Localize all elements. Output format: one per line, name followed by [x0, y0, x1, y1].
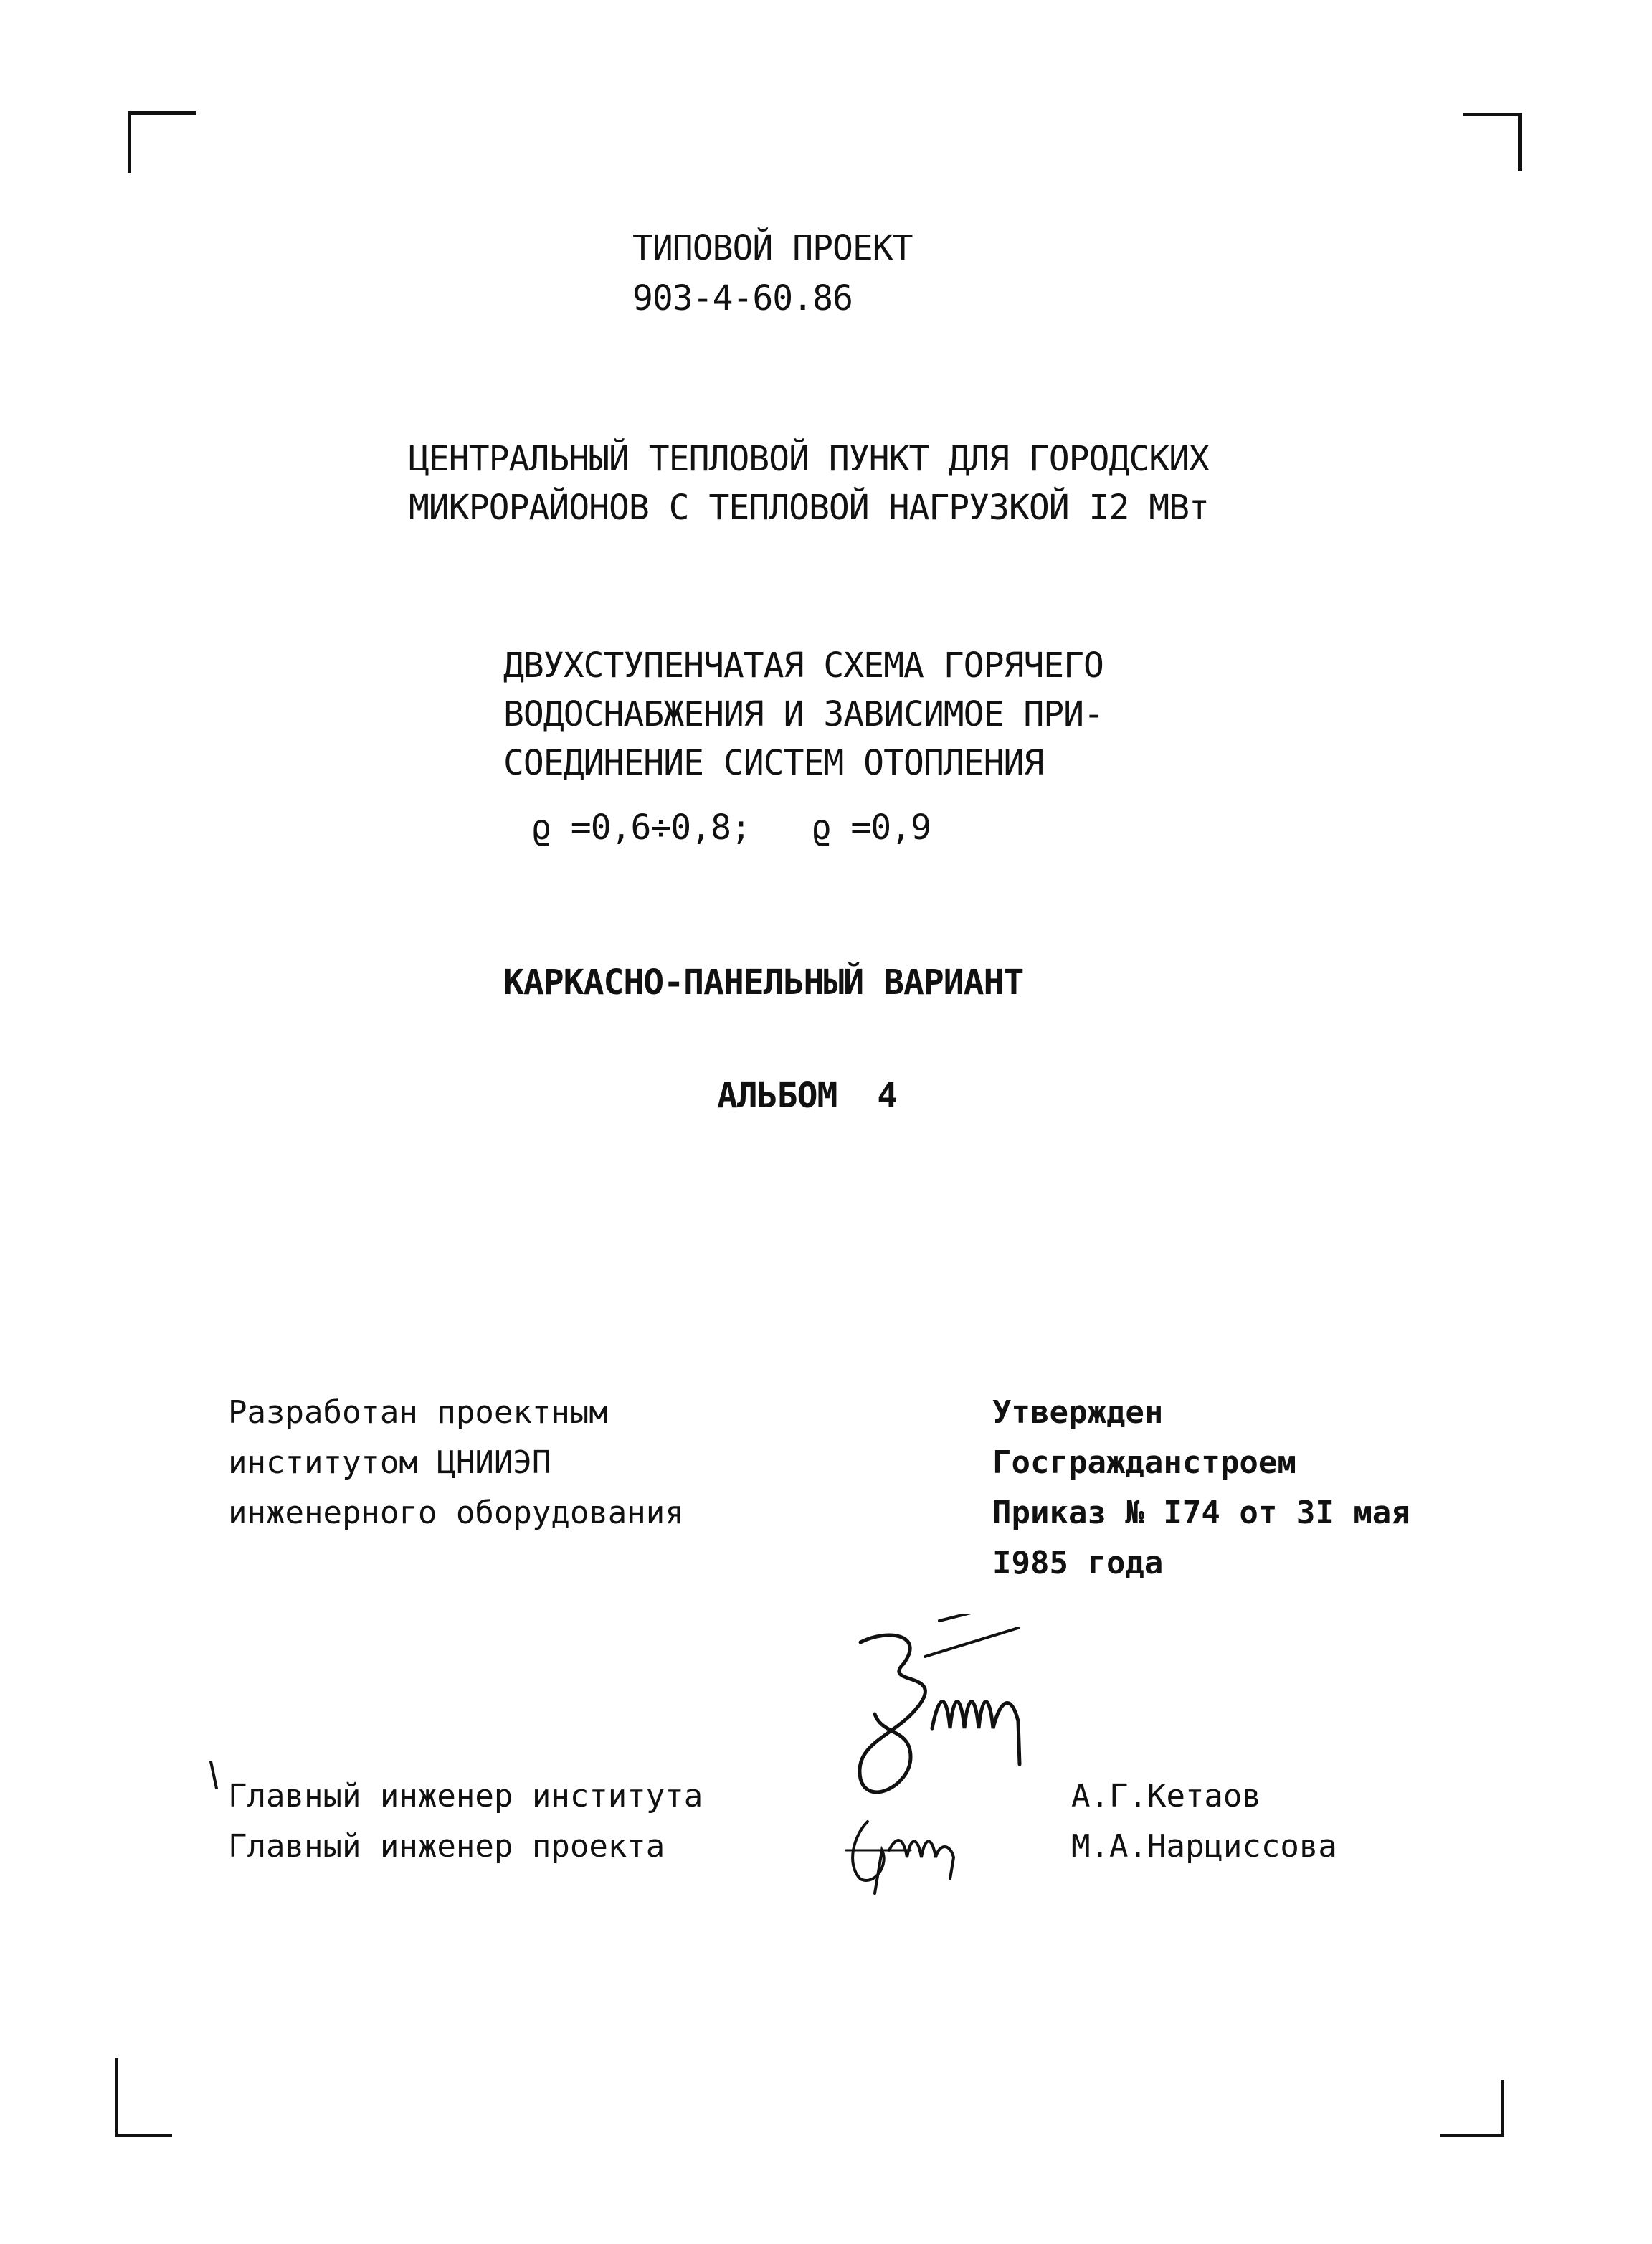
approval-block [992, 1388, 1410, 1589]
signature-ketaov [832, 1614, 1047, 1814]
scheme-line-1: ДВУХСТУПЕНЧАТАЯ СХЕМА ГОРЯЧЕГО [503, 645, 1103, 686]
small-tick-mark [209, 1761, 218, 1789]
approval-line-4: I985 года [992, 1545, 1164, 1581]
crop-mark-top-left-h [128, 111, 196, 115]
subject-line-2: МИКРОРАЙОНОВ С ТЕПЛОВОЙ НАГРУЗКОЙ I2 МВт [409, 488, 1209, 528]
developer-line-2: институтом ЦНИИЭП [228, 1444, 551, 1481]
name-nartsissova: М.А.Нарциссова [1071, 1828, 1337, 1865]
signatory-roles [228, 1771, 703, 1872]
signature-nartsissova [832, 1807, 975, 1908]
name-ketaov: А.Г.Кетаов [1071, 1778, 1261, 1814]
approval-line-2: Госгражданстроем [992, 1444, 1296, 1481]
variant-title: КАРКАСНО-ПАНЕЛЬНЫЙ ВАРИАНТ [503, 962, 1024, 1003]
developer-line-3: инженерного оборудования [228, 1495, 684, 1531]
signatory-names [1071, 1771, 1337, 1872]
scheme-formula: ϱ =0,6÷0,8; ϱ =0,9 [531, 808, 931, 848]
approval-line-1: Утвержден [992, 1394, 1164, 1431]
crop-mark-bottom-right-h [1440, 2134, 1504, 2137]
role-chief-engineer-project: Главный инженер проекта [228, 1828, 665, 1865]
scheme-line-2: ВОДОСНАБЖЕНИЯ И ЗАВИСИМОЕ ПРИ- [503, 694, 1103, 734]
scheme-line-3: СОЕДИНЕНИЕ СИСТЕМ ОТОПЛЕНИЯ [503, 743, 1044, 783]
approval-line-3: Приказ № I74 от 3I мая [992, 1495, 1410, 1531]
crop-mark-bottom-left-h [115, 2134, 172, 2137]
crop-mark-top-right-h [1463, 113, 1522, 116]
crop-mark-top-right-v [1518, 113, 1522, 171]
document-type: ТИПОВОЙ ПРОЕКТ [632, 228, 913, 268]
crop-mark-bottom-right-v [1501, 2080, 1504, 2137]
role-chief-engineer-institute: Главный инженер института [228, 1778, 703, 1814]
crop-mark-top-left-v [128, 111, 131, 173]
developer-block [228, 1388, 684, 1538]
crop-mark-bottom-left-v [115, 2058, 118, 2137]
subject-line-1: ЦЕНТРАЛЬНЫЙ ТЕПЛОВОЙ ПУНКТ ДЛЯ ГОРОДСКИХ [409, 439, 1209, 479]
project-number: 903-4-60.86 [632, 278, 853, 318]
developer-line-1: Разработан проектным [228, 1394, 608, 1431]
album-number: АЛЬБОМ 4 [717, 1076, 898, 1116]
